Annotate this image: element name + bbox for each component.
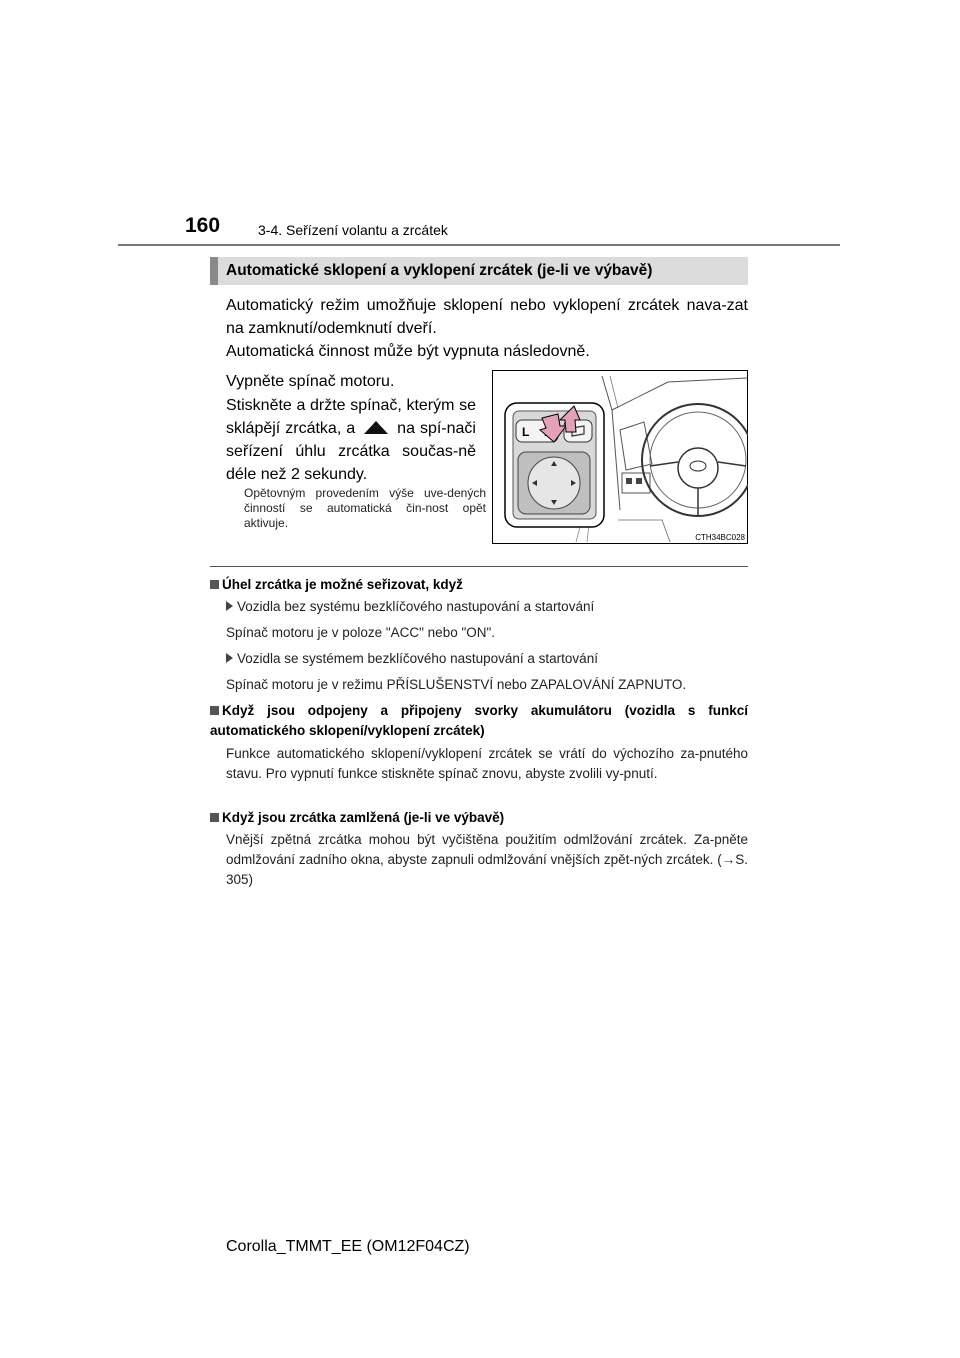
arrow-bullet-icon: [226, 601, 233, 611]
mirror-switch-figure: [492, 370, 748, 544]
left-mirror-label: L: [522, 425, 530, 439]
square-bullet-icon: [210, 813, 219, 822]
condition-bullet-1: [226, 597, 748, 617]
reactivation-note: Opětovným provedením výše uve-dených činností se automatická čin-nost opět aktivuje.: [244, 486, 486, 530]
heading-angle-adjust: [210, 575, 748, 595]
heading-angle-adjust-text: Úhel zrcátka je možné seřizovat, když: [222, 577, 463, 592]
fogged-text: Vnější zpětná zrcátka mohou být vyčištěna použitím odmlžování zrcátek. Za-pněte odmlžování zadního okna, abyste zapnuli odmlžování vnějších zpět-ných zrcátek. (→S. 305): [226, 832, 748, 887]
mirror-switch-illustration: [492, 370, 748, 544]
battery-text: Funkce automatického sklopení/vyklopení zrcátek se vrátí do výchozího za-pnutého stavu. Pro vypnutí funkce stiskněte spínač znovu, abyste zvolili vy-pnutí.: [226, 746, 748, 781]
step-2-text-after: na spí-nači seřízení úhlu zrcátka součas-ně déle než 2 sekundy.: [226, 420, 476, 483]
fold-triangle-icon: [364, 421, 388, 434]
figure-code: CTH34BC028: [695, 533, 745, 542]
condition-text-2: Spínač motoru je v režimu PŘÍSLUŠENSTVÍ nebo ZAPALOVÁNÍ ZAPNUTO.: [226, 677, 687, 692]
intro-paragraph-2: Automatická činnost může být vypnuta následovně.: [226, 343, 590, 360]
heading-battery: [210, 701, 748, 741]
banner-title: Automatické sklopení a vyklopení zrcátek (je-li ve výbavě): [226, 262, 653, 279]
heading-fogged-text: Když jsou zrcátka zamlžená (je-li ve výbavě): [222, 810, 505, 825]
step-2: [226, 394, 476, 486]
condition-bullet-2: [226, 649, 748, 669]
footer-model: Corolla_TMMT_EE (OM12F04CZ): [226, 1238, 470, 1255]
topic-banner: [210, 257, 748, 285]
heading-battery-text: Když jsou odpojeny a připojeny svorky akumulátoru (vozidla s funkcí automatického sklopení/vyklopení zrcátek): [210, 703, 748, 738]
header-divider: [118, 244, 840, 246]
section-divider: [210, 566, 748, 567]
condition-bullet-1-text: Vozidla bez systému bezklíčového nastupování a startování: [237, 599, 595, 614]
step-2-text-before: Stiskněte a držte spínač, kterým se sklápějí zrcátka, a: [226, 397, 476, 437]
arrow-bullet-icon: [226, 653, 233, 663]
step-1: Vypněte spínač motoru.: [226, 373, 395, 390]
page-number: 160: [185, 214, 221, 237]
square-bullet-icon: [210, 580, 219, 589]
banner-accent-bar: [210, 257, 218, 285]
square-bullet-icon: [210, 706, 219, 715]
intro-paragraph-1: Automatický režim umožňuje sklopení nebo vyklopení zrcátek nava-zat na zamknutí/odemknutí dveří.: [226, 297, 748, 337]
heading-fogged: [210, 808, 748, 828]
condition-text-1: Spínač motoru je v poloze "ACC" nebo "ON".: [226, 625, 496, 640]
section-title: 3-4. Seřízení volantu a zrcátek: [258, 222, 448, 238]
condition-bullet-2-text: Vozidla se systémem bezklíčového nastupování a startování: [237, 651, 598, 666]
